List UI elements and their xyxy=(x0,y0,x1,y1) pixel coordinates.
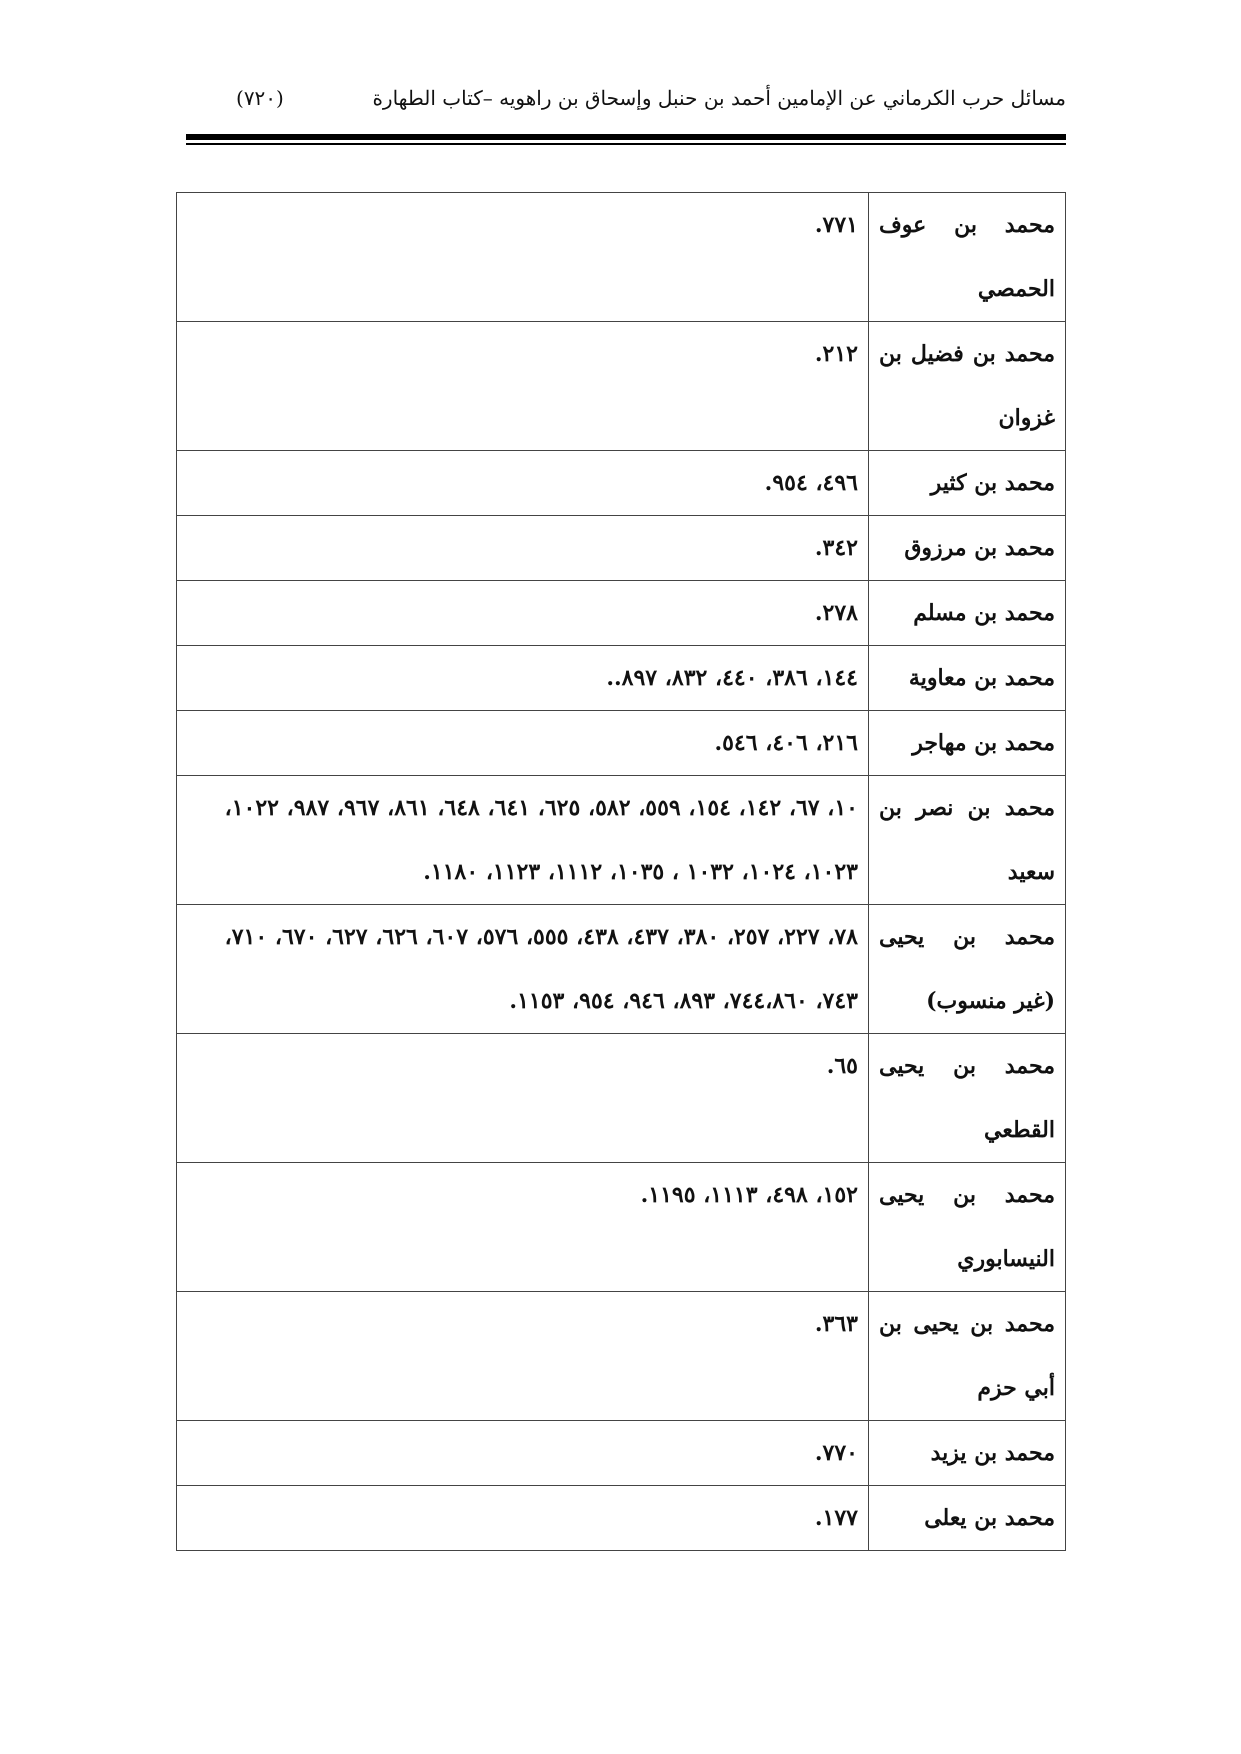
header-rule-thin xyxy=(186,143,1066,145)
narrator-name: محمد بن مهاجر xyxy=(869,711,1066,776)
reference-numbers: ١٧٧. xyxy=(177,1486,869,1551)
table-row xyxy=(177,905,1066,1034)
table-row xyxy=(177,646,1066,711)
table-row xyxy=(177,451,1066,516)
narrator-name: محمد بن مرزوق xyxy=(869,516,1066,581)
reference-numbers: ٣٦٣. xyxy=(177,1292,869,1421)
table-row xyxy=(177,193,1066,322)
page-number: (٧٢٠) xyxy=(236,86,284,110)
reference-numbers: ١٥٢، ٤٩٨، ١١١٣، ١١٩٥. xyxy=(177,1163,869,1292)
narrator-name: محمد بن يعلى xyxy=(869,1486,1066,1551)
table-row xyxy=(177,1486,1066,1551)
narrator-name: محمد بن فضيل بن غزوان xyxy=(869,322,1066,451)
table-row xyxy=(177,1163,1066,1292)
narrator-name: محمد بن كثير xyxy=(869,451,1066,516)
table-row xyxy=(177,322,1066,451)
narrator-name: محمد بن يحيى النيسابوري xyxy=(869,1163,1066,1292)
reference-numbers: ٢١٦، ٤٠٦، ٥٤٦. xyxy=(177,711,869,776)
table-row xyxy=(177,711,1066,776)
narrator-name: محمد بن عوف الحمصي xyxy=(869,193,1066,322)
narrator-name: محمد بن مسلم xyxy=(869,581,1066,646)
narrator-name: محمد بن يحيى بن أبي حزم xyxy=(869,1292,1066,1421)
table-row xyxy=(177,1292,1066,1421)
narrator-name: محمد بن معاوية xyxy=(869,646,1066,711)
header-rule-thick xyxy=(186,134,1066,140)
reference-numbers: ٦٥. xyxy=(177,1034,869,1163)
reference-numbers: ٤٩٦، ٩٥٤. xyxy=(177,451,869,516)
table-row xyxy=(177,581,1066,646)
reference-numbers: ٢١٢. xyxy=(177,322,869,451)
narrator-name: محمد بن يزيد xyxy=(869,1421,1066,1486)
table-row xyxy=(177,1421,1066,1486)
narrator-name: محمد بن يحيى (غير منسوب) xyxy=(869,905,1066,1034)
page-header xyxy=(186,86,1066,126)
narrator-name: محمد بن يحيى القطعي xyxy=(869,1034,1066,1163)
running-title: مسائل حرب الكرماني عن الإمامين أحمد بن حنبل وإسحاق بن راهويه –كتاب الطهارة xyxy=(372,86,1066,110)
reference-numbers: ٢٧٨. xyxy=(177,581,869,646)
reference-numbers: ٧٨، ٢٢٧، ٢٥٧، ٣٨٠، ٤٣٧، ٤٣٨، ٥٥٥، ٥٧٦، ٦٠٧، ٦٢٦، ٦٢٧، ٦٧٠، ٧١٠، ٧٤٣، ٧٤٤،٨٦٠، ٨٩٣، ٩٤٦، ٩٥٤، ١١٥٣. xyxy=(177,905,869,1034)
reference-numbers: ٧٧٠. xyxy=(177,1421,869,1486)
narrators-index-table xyxy=(176,192,1066,1551)
reference-numbers: ٣٤٢. xyxy=(177,516,869,581)
table-row xyxy=(177,776,1066,905)
reference-numbers: ٧٧١. xyxy=(177,193,869,322)
narrator-name: محمد بن نصر بن سعيد xyxy=(869,776,1066,905)
reference-numbers: ١٠، ٦٧، ١٤٢، ١٥٤، ٥٥٩، ٥٨٢، ٦٢٥، ٦٤١، ٦٤٨، ٨٦١، ٩٦٧، ٩٨٧، ١٠٢٢، ١٠٢٣، ١٠٢٤، ١٠٣٢ ، ١٠٣٥، ١١١٢، ١١٢٣، ١١٨٠. xyxy=(177,776,869,905)
table-row xyxy=(177,516,1066,581)
reference-numbers: ١٤٤، ٣٨٦، ٤٤٠، ٨٣٢، ٨٩٧.. xyxy=(177,646,869,711)
table-row xyxy=(177,1034,1066,1163)
